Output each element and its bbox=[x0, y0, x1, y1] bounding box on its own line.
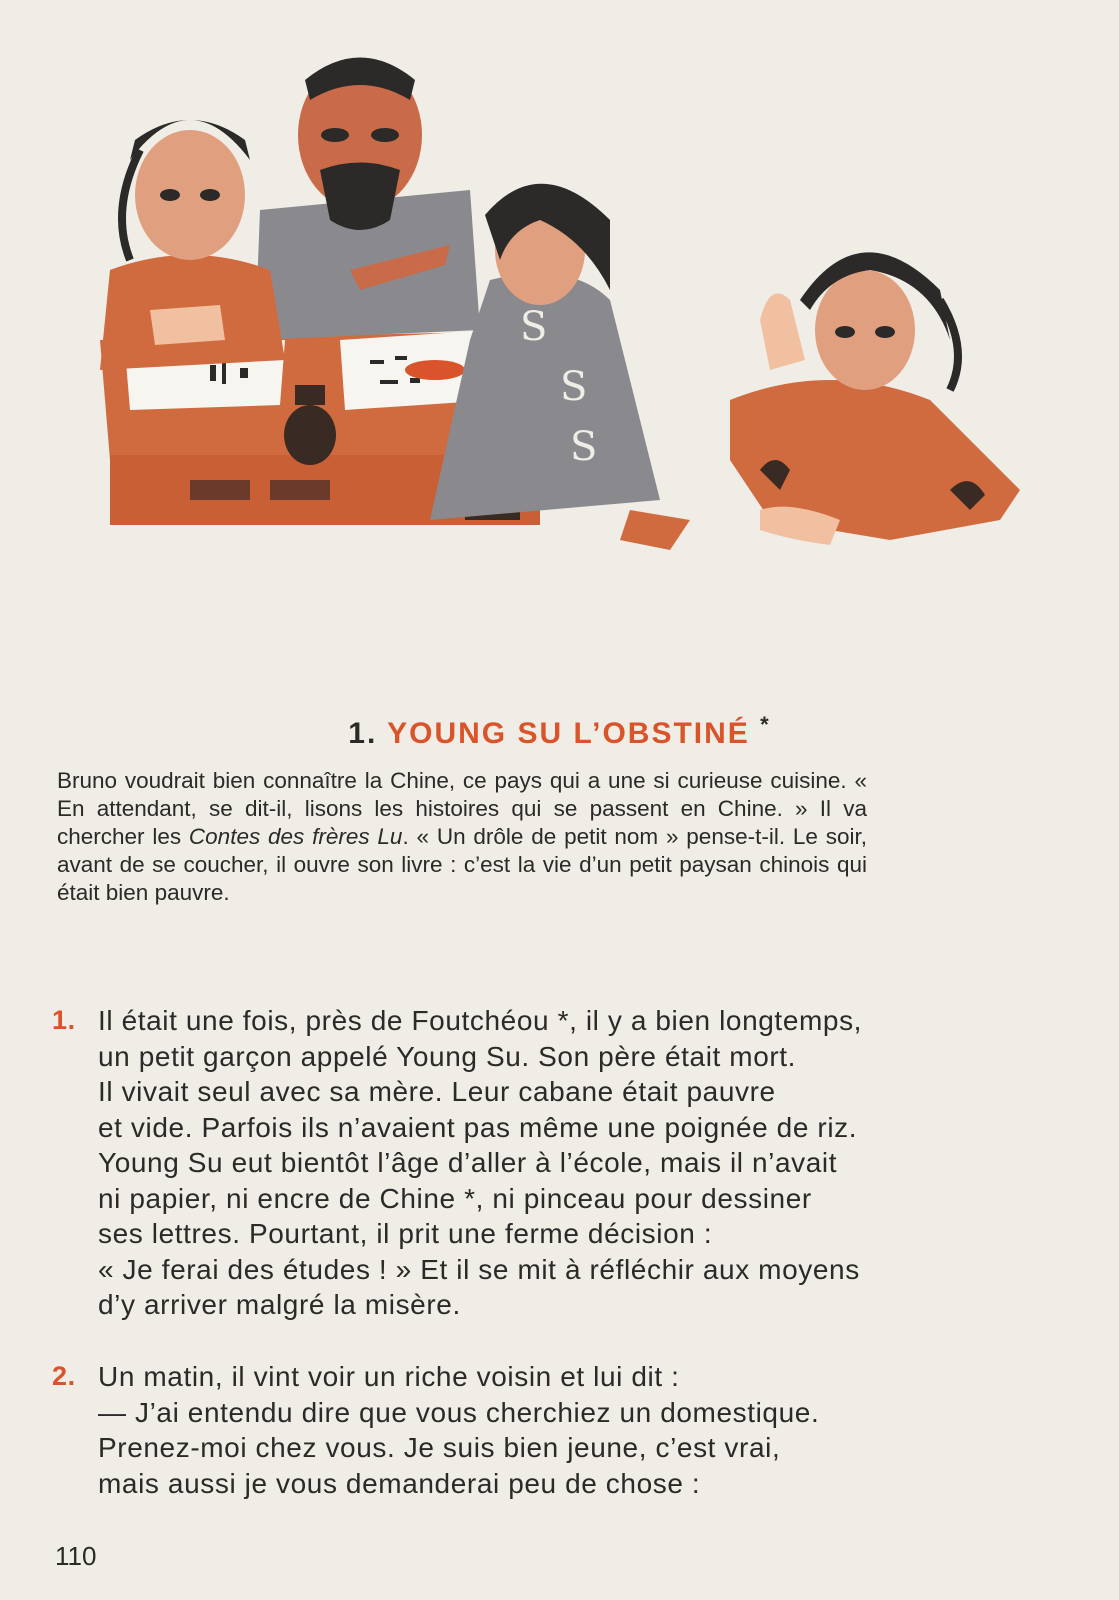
paragraph-number: 2. bbox=[52, 1361, 76, 1391]
story-paragraph-2 bbox=[52, 1359, 1052, 1501]
intro-text-before: Bruno voudrait bien connaître la Chine, ce pays qui a une si curieuse cuisine. « En attendant, se dit-il, lisons les histoires qui se passent en Chine. » Il va chercher les bbox=[57, 768, 867, 849]
paragraph-number: 1. bbox=[52, 1005, 76, 1035]
intro-paragraph bbox=[57, 767, 867, 907]
paragraph-line: Un matin, il vint voir un riche voisin et lui dit : bbox=[98, 1361, 680, 1392]
child-writing-figure bbox=[100, 120, 285, 370]
paragraph-line: un petit garçon appelé Young Su. Son père était mort. bbox=[98, 1040, 797, 1072]
paragraph-line: « Je ferai des études ! » Et il se mit à réfléchir aux moyens bbox=[98, 1253, 860, 1285]
paragraph-line: et vide. Parfois ils n’avaient pas même une poignée de riz. bbox=[98, 1111, 858, 1143]
title-name: YOUNG SU L’OBSTINÉ bbox=[387, 717, 750, 750]
paragraph-line: ni papier, ni encre de Chine *, ni pinceau pour dessiner bbox=[98, 1182, 812, 1214]
intro-book-title: Contes des frères Lu bbox=[188, 824, 403, 849]
svg-text:S: S bbox=[520, 304, 548, 350]
paragraph-line: mais aussi je vous demanderai peu de chose : bbox=[98, 1467, 701, 1499]
story-illustration bbox=[70, 40, 1070, 600]
svg-text:S: S bbox=[560, 364, 588, 410]
child-listening-figure bbox=[730, 252, 1020, 545]
paragraph-line: Prenez-moi chez vous. Je suis bien jeune, c’est vrai, bbox=[98, 1432, 781, 1463]
paragraph-line: ses lettres. Pourtant, il prit une ferme décision : bbox=[98, 1218, 713, 1249]
title-asterisk: * bbox=[760, 712, 771, 737]
paragraph-line: — J’ai entendu dire que vous cherchiez un domestique. bbox=[98, 1396, 820, 1428]
page-number: 110 bbox=[55, 1541, 97, 1571]
svg-text:S: S bbox=[570, 424, 598, 470]
story-title bbox=[0, 712, 1119, 751]
paragraph-line: Young Su eut bientôt l’âge d’aller à l’école, mais il n’avait bbox=[98, 1147, 838, 1178]
paragraph-line: d’y arriver malgré la misère. bbox=[98, 1289, 461, 1320]
paragraph-line: Il vivait seul avec sa mère. Leur cabane était pauvre bbox=[98, 1076, 776, 1107]
scholar-figure bbox=[255, 58, 480, 341]
paragraph-line: Il était une fois, près de Foutchéou *, il y a bien longtemps, bbox=[98, 1005, 863, 1036]
intro-text-after: . « Un drôle de petit nom » pense-t-il. Le soir, avant de se coucher, il ouvre son livre : c’est la vie d’un petit paysan chinois qui était bien pauvre. bbox=[57, 824, 867, 905]
story-paragraph-1 bbox=[52, 1003, 1052, 1323]
title-number: 1. bbox=[348, 717, 378, 750]
